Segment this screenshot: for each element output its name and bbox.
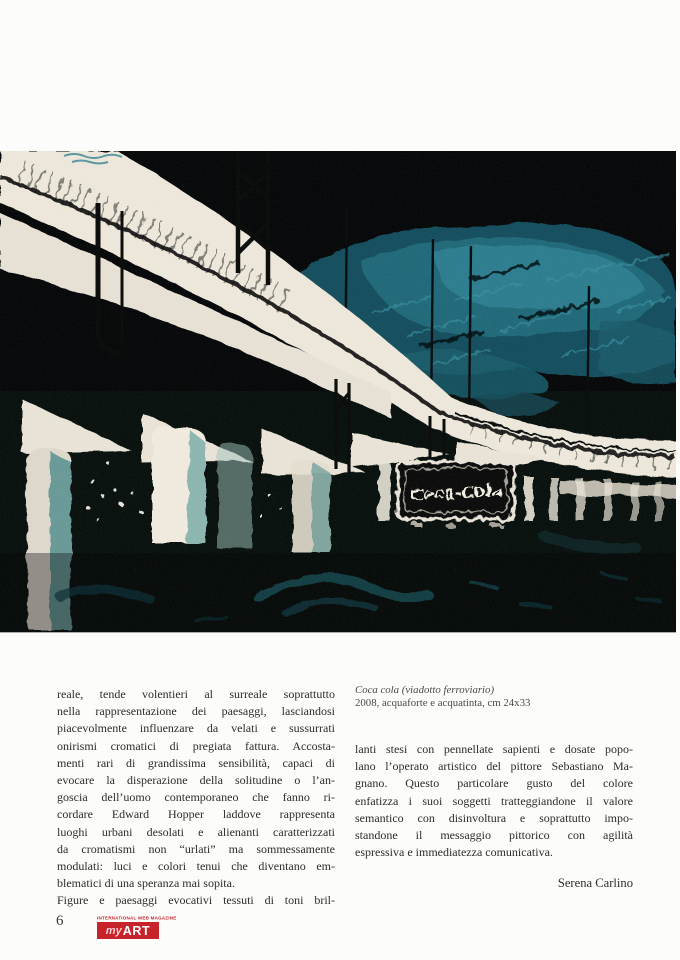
text-line: goscia dell’uomo contemporaneo che fanno ri-: [57, 790, 335, 805]
body-column-left: [57, 686, 335, 910]
author-signature: Serena Carlino: [557, 876, 633, 891]
text-line: luoghi urbani desolati e alienanti caratterizzati: [57, 824, 335, 839]
text-line: menti rari di grandissima sensibilità, capaci di: [57, 755, 335, 770]
text-line: cordare Edward Hopper laddove rappresenta: [57, 807, 335, 822]
body-column-right: [355, 741, 633, 893]
text-line: piacevolmente influenzare da velati e sussurrati: [57, 721, 335, 736]
text-line: lanti stesi con pennellate sapienti e dosate popo-: [355, 742, 633, 756]
artwork-image: [0, 151, 676, 633]
text-line: standone il messaggio pittorico con agilità: [355, 828, 633, 843]
text-line: blematici di una speranza mai sopita.: [57, 876, 235, 891]
viaduct-etching: [0, 151, 676, 632]
artwork-caption: [355, 684, 645, 711]
logo-name-prefix: my: [105, 924, 122, 937]
logo-name-suffix: ART: [122, 923, 151, 938]
sign-text: Coca-Cola: [409, 481, 503, 504]
text-line: semantico con disinvoltura e soprattutto impo-: [355, 810, 633, 825]
text-line: espressiva e immediatezza comunicativa.: [355, 845, 553, 860]
etching-grain: [0, 151, 676, 632]
text-line: da cromatismi non “urlati” ma sommessamente: [57, 841, 335, 856]
page-number: 6: [56, 913, 64, 929]
magazine-logo: [97, 914, 177, 939]
caption-details: 2008, acquaforte e acquatinta, cm 24x33: [355, 697, 531, 710]
text-line: Figure e paesaggi evocativi tessuti di toni bril-: [57, 893, 335, 908]
text-line: nella rappresentazione dei paesaggi, lasciandosi: [57, 704, 335, 719]
caption-title: Coca cola (viadotto ferroviario): [355, 684, 495, 696]
logo-box: [97, 922, 159, 939]
text-line: gnano. Questo particolare gusto del colore: [355, 776, 633, 791]
text-line: enfatizza i suoi soggetti tratteggiandone il valore: [355, 793, 633, 808]
body-column-right-text: [355, 741, 633, 861]
text-line: modulati: luci e colori tenui che diventano em-: [57, 859, 335, 874]
text-line: onirismi cromatici di pregiata fattura. Accosta-: [57, 738, 335, 753]
text-line: reale, tende volentieri al surreale soprattutto: [57, 687, 335, 701]
text-line: evocare la disperazione della solitudine o l’an-: [57, 773, 335, 788]
logo-tagline: INTERNATIONAL WEB MAGAZINE: [97, 915, 177, 921]
text-line: lano l’operato artistico del pittore Sebastiano Ma-: [355, 759, 633, 774]
